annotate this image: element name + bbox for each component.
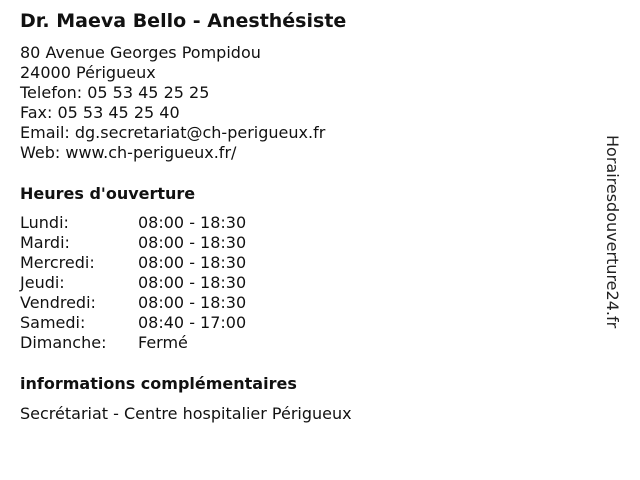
- additional-info-text: Secrétariat - Centre hospitalier Périgueux: [20, 404, 352, 423]
- fax-text: Fax: 05 53 45 25 40: [20, 103, 180, 122]
- hours-value: 08:00 - 18:30: [138, 233, 247, 252]
- site-watermark: Horairesdouverture24.fr: [603, 135, 622, 329]
- contact-block: [20, 43, 325, 163]
- hours-row-thursday: [20, 273, 246, 293]
- address-line-1: 80 Avenue Georges Pompidou: [20, 43, 261, 62]
- opening-hours-list: [20, 213, 246, 353]
- hours-row-wednesday: [20, 253, 246, 273]
- hours-row-friday: [20, 293, 246, 313]
- hours-value: Fermé: [138, 333, 188, 352]
- hours-value: 08:00 - 18:30: [138, 253, 247, 272]
- day-label: Vendredi:: [20, 293, 96, 312]
- hours-value: 08:40 - 17:00: [138, 313, 247, 332]
- hours-value: 08:00 - 18:30: [138, 213, 247, 232]
- hours-value: 08:00 - 18:30: [138, 293, 247, 312]
- hours-row-saturday: [20, 313, 246, 333]
- day-label: Dimanche:: [20, 333, 107, 352]
- hours-row-monday: [20, 213, 246, 233]
- address-line-2: 24000 Périgueux: [20, 63, 156, 82]
- opening-hours-heading: Heures d'ouverture: [20, 184, 196, 203]
- email-text: Email: dg.secretariat@ch-perigueux.fr: [20, 123, 326, 142]
- website-text: Web: www.ch-perigueux.fr/: [20, 143, 237, 162]
- phone-text: Telefon: 05 53 45 25 25: [20, 83, 210, 102]
- day-label: Lundi:: [20, 213, 69, 232]
- day-label: Mercredi:: [20, 253, 95, 272]
- day-label: Mardi:: [20, 233, 70, 252]
- day-label: Jeudi:: [20, 273, 65, 292]
- page-title: Dr. Maeva Bello - Anesthésiste: [20, 10, 347, 32]
- hours-row-tuesday: [20, 233, 246, 253]
- hours-value: 08:00 - 18:30: [138, 273, 247, 292]
- day-label: Samedi:: [20, 313, 86, 332]
- hours-row-sunday: [20, 333, 246, 353]
- additional-info-heading: informations complémentaires: [20, 374, 297, 393]
